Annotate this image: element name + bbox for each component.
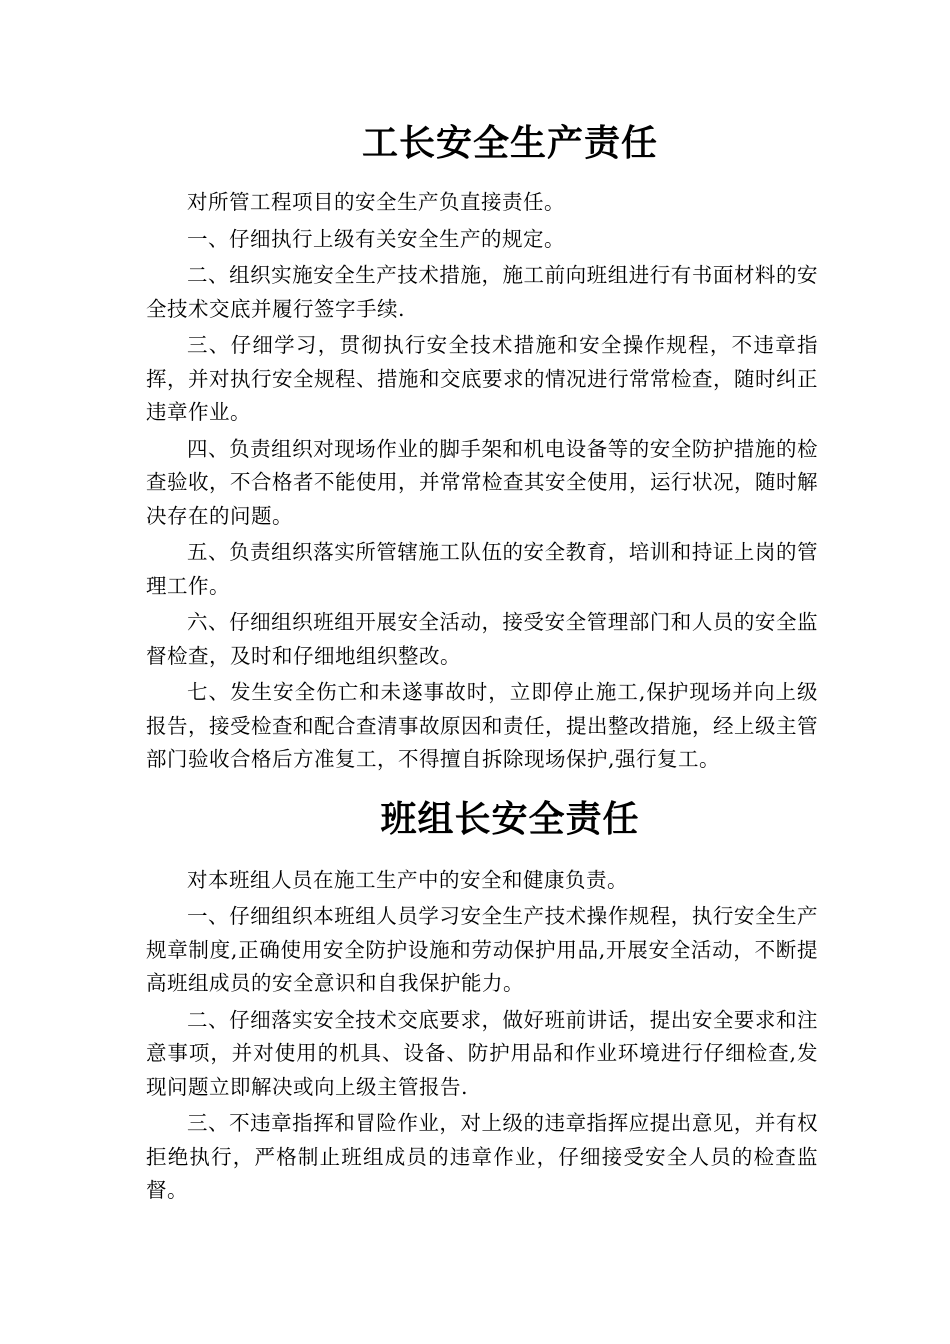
paragraph: 三、不违章指挥和冒险作业，对上级的违章指挥应提出意见，并有权拒绝执行，严格制止班组成员的违章作业，仔细接受安全人员的检查监督。 [146,1111,818,1202]
paragraph: 三、仔细学习，贯彻执行安全技术措施和安全操作规程，不违章指挥，并对执行安全规程、措施和交底要求的情况进行常常检查，随时纠正违章作业。 [146,333,818,424]
paragraph: 一、仔细执行上级有关安全生产的规定。 [187,226,565,251]
paragraph: 六、仔细组织班组开展安全活动，接受安全管理部门和人员的安全监督检查，及时和仔细地组织整改。 [146,610,818,668]
section-title: 工长安全生产责任 [361,123,658,164]
paragraph: 二、组织实施安全生产技术措施，施工前向班组进行有书面材料的安全技术交底并履行签字手续. [146,263,818,321]
section-team-leader-responsibility [0,780,950,1208]
paragraph: 二、仔细落实安全技术交底要求，做好班前讲话，提出安全要求和注意事项，并对使用的机具、设备、防护用品和作业环境进行仔细检查,发现问题立即解决或向上级主管报告. [146,1007,818,1099]
section-body [0,166,950,777]
paragraph: 七、发生安全伤亡和未遂事故时，立即停止施工,保护现场并向上级报告，接受检查和配合查清事故原因和责任，提出整改措施，经上级主管部门验收合格后方准复工，不得擅自拆除现场保护,强行复工。 [146,680,818,771]
paragraph: 一、仔细组织本班组人员学习安全生产技术操作规程，执行安全生产规章制度,正确使用安全防护设施和劳动保护用品,开展安全活动，不断提高班组成员的安全意识和自我保护能力。 [146,904,818,995]
section-body [0,842,950,1208]
paragraph: 对所管工程项目的安全生产负直接责任。 [187,190,565,214]
paragraph: 五、负责组织落实所管辖施工队伍的安全教育，培训和持证上岗的管理工作。 [146,540,818,598]
paragraph: 对本班组人员在施工生产中的安全和健康负责。 [187,867,628,892]
section-title: 班组长安全责任 [380,798,640,840]
paragraph: 四、负责组织对现场作业的脚手架和机电设备等的安全防护措施的检查验收，不合格者不能使用，并常常检查其安全使用，运行状况，随时解决存在的问题。 [146,436,818,528]
